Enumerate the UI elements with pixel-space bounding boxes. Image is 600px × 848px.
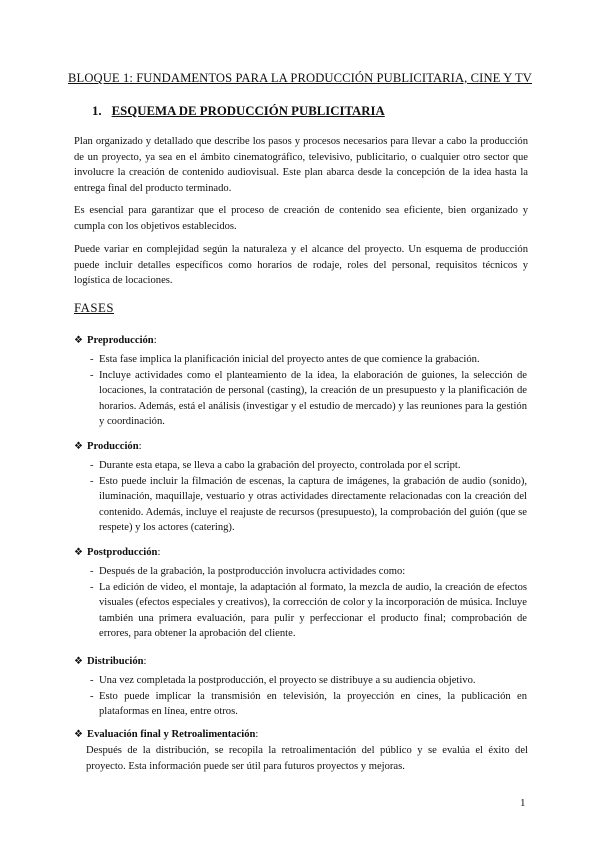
phase-list-preproduccion (90, 352, 527, 430)
evaluacion-paragraph: Después de la distribución, se recopila la retroalimentación del público y se evalúa el éxito del proyecto. Esta información puede ser útil para futuros proyectos y mejoras. (86, 745, 528, 772)
intro-paragraph-3: Puede variar en complejidad según la naturaleza y el alcance del proyecto. Un esquema de producción puede incluir detalles específicos como horarios de rodaje, roles del personal, requisitos técnicos y logística de locaciones. (74, 244, 528, 287)
document-header: BLOQUE 1: FUNDAMENTOS PARA LA PRODUCCIÓN PUBLICITARIA, CINE Y TV (68, 71, 532, 85)
phase-title-produccion: ❖ Producción: (74, 441, 142, 452)
phase-title-text: Evaluación final y Retroalimentación (87, 729, 256, 740)
list-item: - Después de la grabación, la postproducción involucra actividades como: (90, 564, 527, 580)
phase-title-text: Distribución (87, 656, 144, 667)
list-item: - Esta fase implica la planificación inicial del proyecto antes de que comience la grabación. (90, 352, 527, 368)
phase-list-distribucion (90, 673, 527, 720)
list-item: - Incluye actividades como el planteamiento de la idea, la elaboración de guiones, la selección de locaciones, la contratación de personal (casting), la creación de un presupuesto y la planificación de horarios. Además, está el análisis (investigar y el estudio de mercado) y las reuniones para la gestión y coordinación. (90, 368, 527, 430)
diamond-bullet-icon: ❖ (74, 656, 83, 667)
list-item: - Durante esta etapa, se lleva a cabo la grabación del proyecto, controlada por el script. (90, 458, 527, 474)
fases-heading: FASES (74, 301, 114, 315)
section-title (92, 104, 385, 119)
phase-list-postproduccion (90, 564, 527, 642)
list-item: - Una vez completada la postproducción, el proyecto se distribuye a su audiencia objetivo. (90, 673, 527, 689)
diamond-bullet-icon: ❖ (74, 729, 83, 740)
phase-title-postproduccion: ❖ Postproducción: (74, 547, 161, 558)
section-title-text: ESQUEMA DE PRODUCCIÓN PUBLICITARIA (111, 104, 385, 118)
list-item: - La edición de video, el montaje, la adaptación al formato, la mezcla de audio, la creación de efectos visuales (efectos especiales y creativos), la corrección de color y la incorporación de música. Incluye también una primera evaluación, para pulir y perfeccionar el producto final; comprobación de errores, para obtener la aprobación del cliente. (90, 580, 527, 642)
phase-title-preproduccion: ❖ Preproducción: (74, 335, 157, 346)
phase-title-text: Postproducción (87, 547, 158, 558)
diamond-bullet-icon: ❖ (74, 335, 83, 346)
diamond-bullet-icon: ❖ (74, 441, 83, 452)
section-number: 1. (92, 104, 102, 118)
phase-title-evaluacion: ❖ Evaluación final y Retroalimentación: (74, 729, 259, 740)
intro-paragraph-1: Plan organizado y detallado que describe los pasos y procesos necesarios para llevar a cabo la producción de un proyecto, ya sea en el ámbito cinematográfico, televisivo, publicitario, o cualquier otro sector que involucre la creación de contenido audiovisual. Este plan abarca desde la concepción de la idea hasta la entrega final del producto terminado. (74, 136, 528, 194)
intro-paragraph-2: Es esencial para garantizar que el proceso de creación de contenido sea eficiente, bien organizado y cumpla con los objetivos establecidos. (74, 205, 528, 232)
phase-title-distribucion: ❖ Distribución: (74, 656, 147, 667)
diamond-bullet-icon: ❖ (74, 547, 83, 558)
list-item: - Esto puede implicar la transmisión en televisión, la proyección en cines, la publicación en plataformas en línea, entre otros. (90, 689, 527, 720)
list-item: - Esto puede incluir la filmación de escenas, la captura de imágenes, la grabación de audio (sonido), iluminación, maquillaje, vestuario y otras actividades directamente relacionadas con la creación del contenido. Además, incluye el reajuste de recursos (presupuesto), la comprobación del guión (que se respete) y los actores (catering). (90, 474, 527, 536)
phase-title-text: Producción (87, 441, 139, 452)
page-number: 1 (520, 797, 526, 809)
phase-title-text: Preproducción (87, 335, 154, 346)
phase-list-produccion (90, 458, 527, 536)
